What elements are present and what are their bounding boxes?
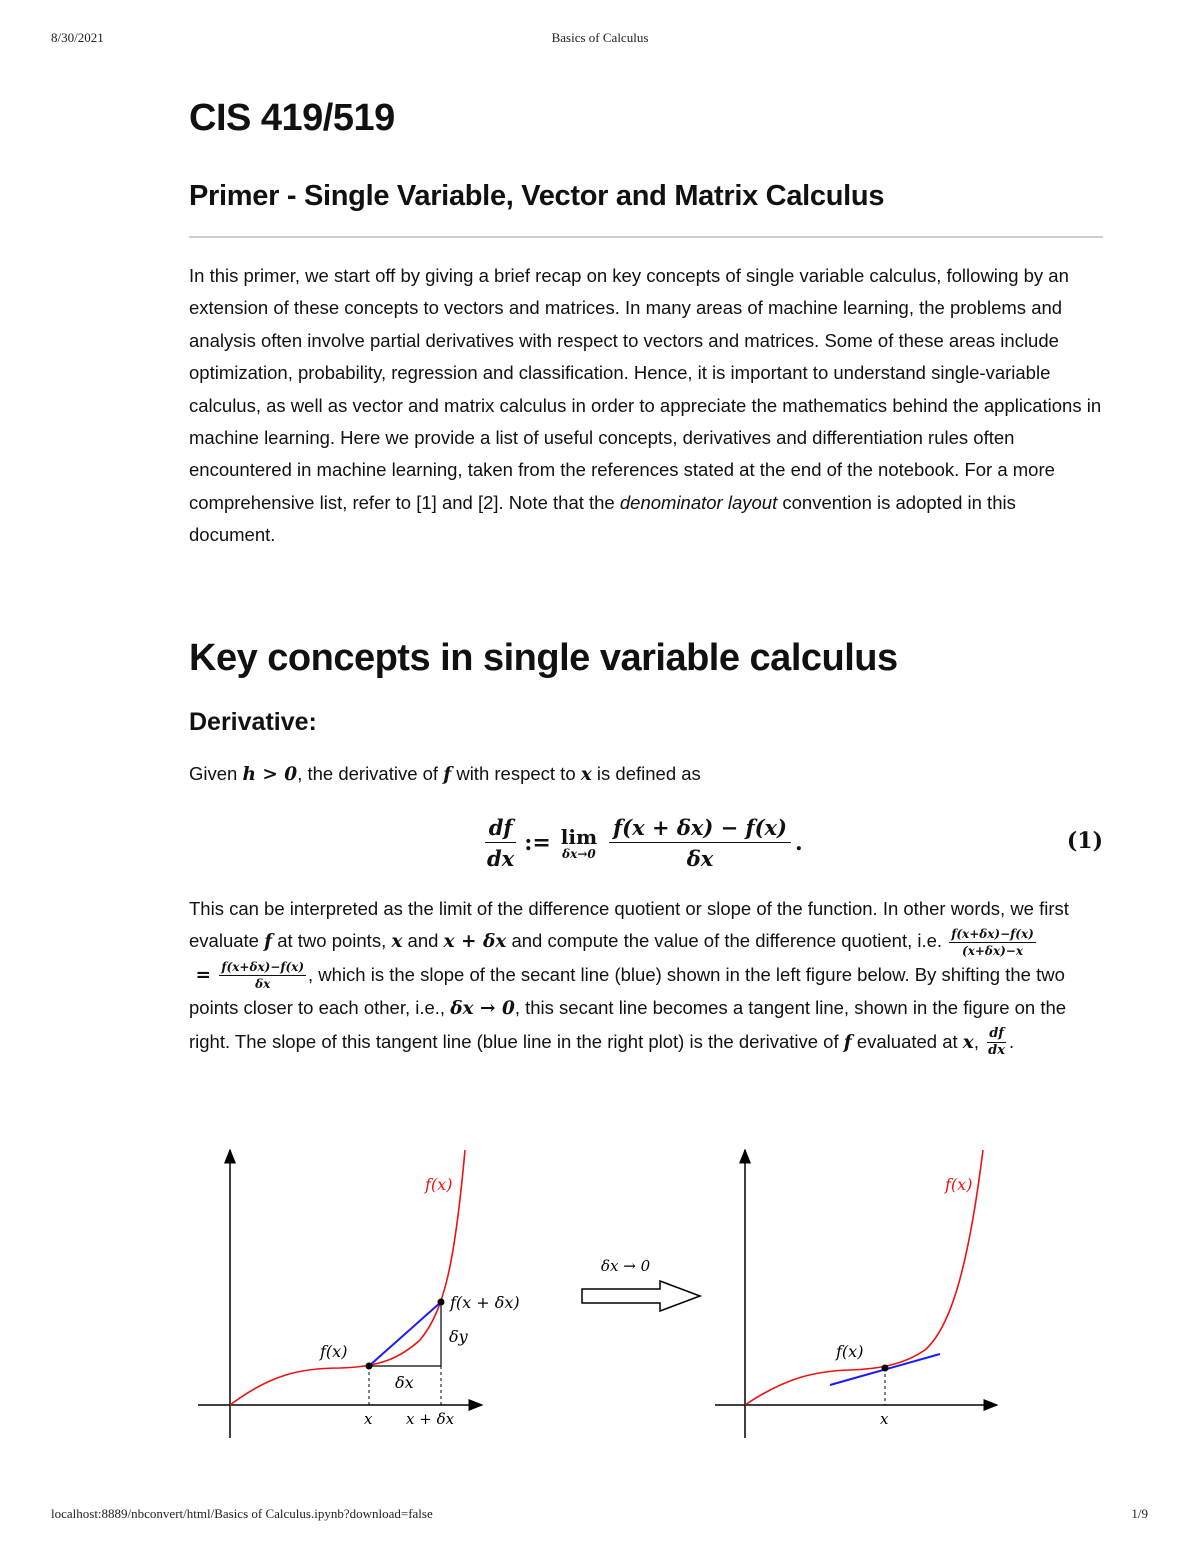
intro-emphasis: denominator layout bbox=[619, 491, 778, 513]
derivative-figure bbox=[180, 1140, 1020, 1440]
given-text-2: , the derivative of bbox=[297, 763, 444, 784]
p2-frac1-den: (x+δx)−x bbox=[962, 944, 1023, 959]
left-dx-label: δx bbox=[395, 1373, 414, 1392]
p2-text-8: , bbox=[973, 1030, 985, 1052]
secant-line bbox=[369, 1302, 441, 1366]
arrow-label: δx → 0 bbox=[601, 1257, 651, 1275]
left-x-dx-tick: x + δx bbox=[406, 1410, 455, 1428]
eq-lim-sub: δx→0 bbox=[562, 847, 596, 861]
p2-equals: = bbox=[189, 964, 218, 986]
p2-frac3-den: dx bbox=[988, 1043, 1005, 1059]
divider bbox=[189, 236, 1103, 238]
given-text-1: Given bbox=[189, 763, 243, 784]
p2-math-f-2: f bbox=[843, 1031, 852, 1053]
eq-lhs-fraction bbox=[483, 815, 518, 871]
print-footer bbox=[0, 1506, 1200, 1526]
course-title: CIS 419/519 bbox=[189, 97, 395, 139]
right-x-tick: x bbox=[880, 1410, 889, 1428]
p2-math-dx-limit: δx → 0 bbox=[450, 998, 515, 1020]
given-text-4: is defined as bbox=[591, 763, 701, 784]
left-point-low bbox=[366, 1363, 373, 1370]
eq-lhs-den: dx bbox=[487, 846, 515, 871]
transition-arrow bbox=[582, 1257, 700, 1311]
left-plot bbox=[198, 1150, 520, 1438]
right-point-label: f(x) bbox=[836, 1342, 864, 1361]
intro-paragraph bbox=[189, 260, 1103, 552]
p2-frac2-den: δx bbox=[255, 977, 271, 992]
primer-title: Primer - Single Variable, Vector and Matrix Calculus bbox=[189, 180, 885, 212]
eq-end: . bbox=[794, 830, 803, 856]
derivative-intro bbox=[189, 758, 1103, 791]
print-page-number: 1/9 bbox=[1131, 1506, 1148, 1521]
left-point-label-low: f(x) bbox=[320, 1342, 348, 1361]
eq-rhs-num: f(x + δx) − f(x) bbox=[609, 815, 791, 843]
equation-number: (1) bbox=[1066, 828, 1103, 854]
p2-math-f: f bbox=[264, 931, 273, 953]
section-title: Key concepts in single variable calculus bbox=[189, 637, 898, 679]
p2-text-4: and compute the value of the difference quotient, i.e. bbox=[506, 930, 948, 952]
left-point-label-high: f(x + δx) bbox=[450, 1293, 520, 1312]
print-url: localhost:8889/nbconvert/html/Basics of Calculus.ipynb?download=false bbox=[51, 1506, 433, 1521]
p2-frac3-num: df bbox=[989, 1026, 1004, 1042]
given-text-3: with respect to bbox=[451, 763, 581, 784]
left-dy-label: δy bbox=[449, 1327, 468, 1346]
p2-text-3: and bbox=[402, 930, 444, 952]
p2-fraction-1 bbox=[949, 927, 1036, 958]
intro-text-2: convention is adopted in this document. bbox=[189, 491, 1016, 546]
print-date: 8/30/2021 bbox=[51, 30, 104, 45]
p2-fraction-3 bbox=[986, 1027, 1007, 1058]
left-x-tick: x bbox=[364, 1410, 373, 1428]
p2-text-6: , this secant line becomes a tangent line, shown in the figure on the right. The slope of this tangent line (blue line in the right plot) is the derivative of bbox=[189, 997, 1067, 1052]
p2-text-5: , which is the slope of the secant line (blue) shown in the left figure below. By shifting the two points closer to each other, i.e., bbox=[189, 963, 1065, 1019]
right-point bbox=[882, 1365, 889, 1372]
derivative-equation bbox=[189, 808, 1103, 878]
p2-text-9: . bbox=[1008, 1030, 1015, 1052]
p2-fraction-2 bbox=[219, 960, 306, 991]
left-curve-label: f(x) bbox=[425, 1175, 453, 1194]
p2-text-2: at two points, bbox=[272, 930, 392, 952]
p2-text-7: evaluated at bbox=[851, 1030, 963, 1052]
eq-lim-word: lim bbox=[560, 825, 598, 849]
eq-rhs-fraction bbox=[609, 815, 791, 871]
math-f: f bbox=[443, 764, 452, 785]
eq-rhs-den: δx bbox=[686, 846, 714, 871]
print-header bbox=[0, 30, 1200, 50]
right-plot bbox=[715, 1150, 997, 1438]
hollow-arrow-icon bbox=[582, 1281, 700, 1311]
p2-math-x-2: x bbox=[962, 1031, 974, 1053]
eq-limit bbox=[561, 825, 597, 861]
eq-lhs-num: df bbox=[485, 815, 517, 843]
subsection-title: Derivative: bbox=[189, 708, 317, 736]
p2-frac2-num: f(x+δx)−f(x) bbox=[221, 960, 305, 975]
interpretation-paragraph bbox=[189, 893, 1103, 1059]
right-curve-label: f(x) bbox=[945, 1175, 973, 1194]
p2-frac1-num: f(x+δx)−f(x) bbox=[951, 927, 1034, 942]
eq-assign: := bbox=[524, 830, 551, 856]
print-title: Basics of Calculus bbox=[551, 30, 649, 45]
p2-text-1: This can be interpreted as the limit of the difference quotient or slope of the function. In other words, we first evaluate bbox=[189, 898, 1069, 952]
p2-math-x-dx: x + δx bbox=[443, 931, 507, 953]
math-x: x bbox=[580, 764, 592, 785]
intro-text-1: In this primer, we start off by giving a brief recap on key concepts of single variable calculus, following by an extension of these concepts to vectors and matrices. In many areas of machine learning, the problems and analysis often involve partial derivatives with respect to vectors and matrices. Some of these areas include optimization, probability, regression and classification. Hence, it is important to understand single-variable calculus, as well as vector and matrix calculus in order to appreciate the mathematics behind the applications in machine learning. Here we provide a list of useful concepts, derivatives and differentiation rules often encountered in machine learning, taken from the references stated at the end of the notebook. For a more comprehensive list, refer to [1] and [2]. Note that the bbox=[189, 265, 1102, 513]
math-h-gt-0: h > 0 bbox=[242, 764, 298, 785]
p2-math-x: x bbox=[391, 931, 403, 953]
left-point-high bbox=[438, 1299, 445, 1306]
